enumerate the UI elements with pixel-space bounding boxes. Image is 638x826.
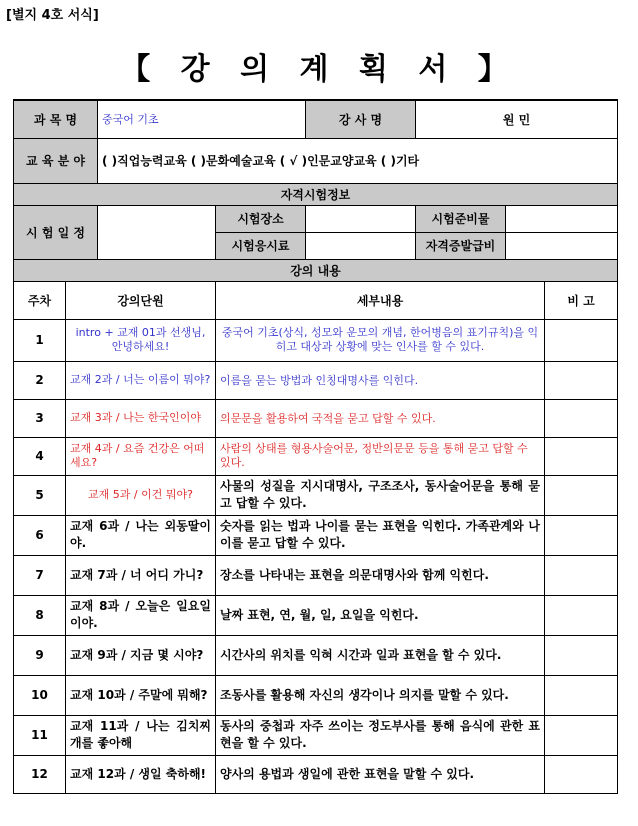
lecture-detail[interactable]: 조동사를 활용해 자신의 생각이나 의지를 말할 수 있다. [216,675,545,715]
instructor-label: 강 사 명 [306,100,416,138]
lecture-detail[interactable]: 사물의 성질을 지시대명사, 구조조사, 동사술어문을 통해 묻고 답할 수 있다. [216,475,545,515]
lecture-unit[interactable]: 교재 12과 / 생일 축하해! [66,755,216,793]
lecture-detail[interactable]: 장소를 나타내는 표현을 의문대명사와 함께 익힌다. [216,555,545,595]
document-title: 【 강 의 계 획 서 】 [120,52,518,87]
week-number: 11 [14,715,66,755]
issue-fee-label: 자격증발급비 [416,232,506,259]
week-number: 9 [14,635,66,675]
lecture-unit[interactable]: 교재 9과 / 지금 몇 시야? [66,635,216,675]
category-label: 교 육 분 야 [14,138,98,183]
header-unit: 강의단원 [66,281,216,319]
week-number: 12 [14,755,66,793]
lecture-plan-table [13,99,618,794]
lecture-detail[interactable]: 이름을 묻는 방법과 인칭대명사를 익힌다. [216,361,545,399]
header-note: 비 고 [545,281,618,319]
lecture-unit[interactable]: intro + 교재 01과 선생님, 안녕하세요! [66,319,216,361]
prep-cost-value[interactable] [506,205,618,232]
lecture-note[interactable] [545,595,618,635]
exam-fee-value[interactable] [306,232,416,259]
lecture-detail[interactable]: 동사의 중첩과 자주 쓰이는 정도부사를 통해 음식에 관한 표현을 할 수 있다. [216,715,545,755]
table-row [14,595,618,635]
lecture-note[interactable] [545,515,618,555]
table-row [14,675,618,715]
table-row [14,437,618,475]
week-number: 10 [14,675,66,715]
lecture-unit[interactable]: 교재 5과 / 이건 뭐야? [66,475,216,515]
lecture-note[interactable] [545,755,618,793]
week-number: 4 [14,437,66,475]
lecture-unit[interactable]: 교재 2과 / 너는 이름이 뭐야? [66,361,216,399]
category-options[interactable]: ( )직업능력교육 ( )문화예술교육 ( √ )인문교양교육 ( )기타 [98,138,618,183]
lecture-unit[interactable]: 교재 10과 / 주말에 뭐해? [66,675,216,715]
cert-section-title: 자격시험정보 [14,183,618,205]
lecture-detail[interactable]: 의문문을 활용하여 국적을 묻고 답할 수 있다. [216,399,545,437]
lecture-detail[interactable]: 중국어 기초(상식, 성모와 운모의 개념, 한어병음의 표기규칙)을 익히고 대상과 상황에 맞는 인사를 할 수 있다. [216,319,545,361]
header-week: 주차 [14,281,66,319]
prep-cost-label: 시험준비물 [416,205,506,232]
lecture-unit[interactable]: 교재 8과 / 오늘은 일요일이야. [66,595,216,635]
lecture-note[interactable] [545,361,618,399]
week-number: 6 [14,515,66,555]
lecture-note[interactable] [545,555,618,595]
lecture-note[interactable] [545,475,618,515]
week-number: 5 [14,475,66,515]
lecture-note[interactable] [545,399,618,437]
lecture-unit[interactable]: 교재 4과 / 요즘 건강은 어떠세요? [66,437,216,475]
instructor-value[interactable]: 원 민 [416,100,618,138]
table-row [14,715,618,755]
week-number: 1 [14,319,66,361]
lecture-detail[interactable]: 날짜 표현, 연, 월, 일, 요일을 익힌다. [216,595,545,635]
week-number: 3 [14,399,66,437]
lecture-unit[interactable]: 교재 7과 / 너 어디 가니? [66,555,216,595]
lecture-note[interactable] [545,675,618,715]
form-number-label: [별지 4호 서식] [6,8,99,23]
lecture-detail[interactable]: 숫자를 읽는 법과 나이를 묻는 표현을 익힌다. 가족관계와 나이를 묻고 답할 수 있다. [216,515,545,555]
lecture-detail[interactable]: 시간사의 위치를 익혀 시간과 일과 표현을 할 수 있다. [216,635,545,675]
table-row [14,515,618,555]
exam-place-label: 시험장소 [216,205,306,232]
table-row [14,399,618,437]
lecture-section-title: 강의 내용 [14,259,618,281]
lecture-unit[interactable]: 교재 11과 / 나는 김치찌개를 좋아해 [66,715,216,755]
lecture-unit[interactable]: 교재 3과 / 나는 한국인이야 [66,399,216,437]
subject-label: 과 목 명 [14,100,98,138]
subject-value[interactable]: 중국어 기초 [98,100,306,138]
lecture-note[interactable] [545,715,618,755]
lecture-note[interactable] [545,319,618,361]
table-row [14,475,618,515]
exam-place-value[interactable] [306,205,416,232]
table-row [14,361,618,399]
exam-date-label: 시 험 일 정 [14,205,98,259]
exam-fee-label: 시험응시료 [216,232,306,259]
table-row [14,319,618,361]
lecture-detail[interactable]: 양사의 용법과 생일에 관한 표현을 말할 수 있다. [216,755,545,793]
table-row [14,555,618,595]
lecture-note[interactable] [545,437,618,475]
week-number: 7 [14,555,66,595]
lecture-detail[interactable]: 사람의 상태를 형용사술어문, 정반의문문 등을 통해 묻고 답할 수 있다. [216,437,545,475]
exam-date-value[interactable] [98,205,216,259]
header-detail: 세부내용 [216,281,545,319]
week-number: 2 [14,361,66,399]
week-number: 8 [14,595,66,635]
table-row [14,635,618,675]
issue-fee-value[interactable] [506,232,618,259]
table-row [14,755,618,793]
lecture-unit[interactable]: 교재 6과 / 나는 외동딸이야. [66,515,216,555]
lecture-note[interactable] [545,635,618,675]
